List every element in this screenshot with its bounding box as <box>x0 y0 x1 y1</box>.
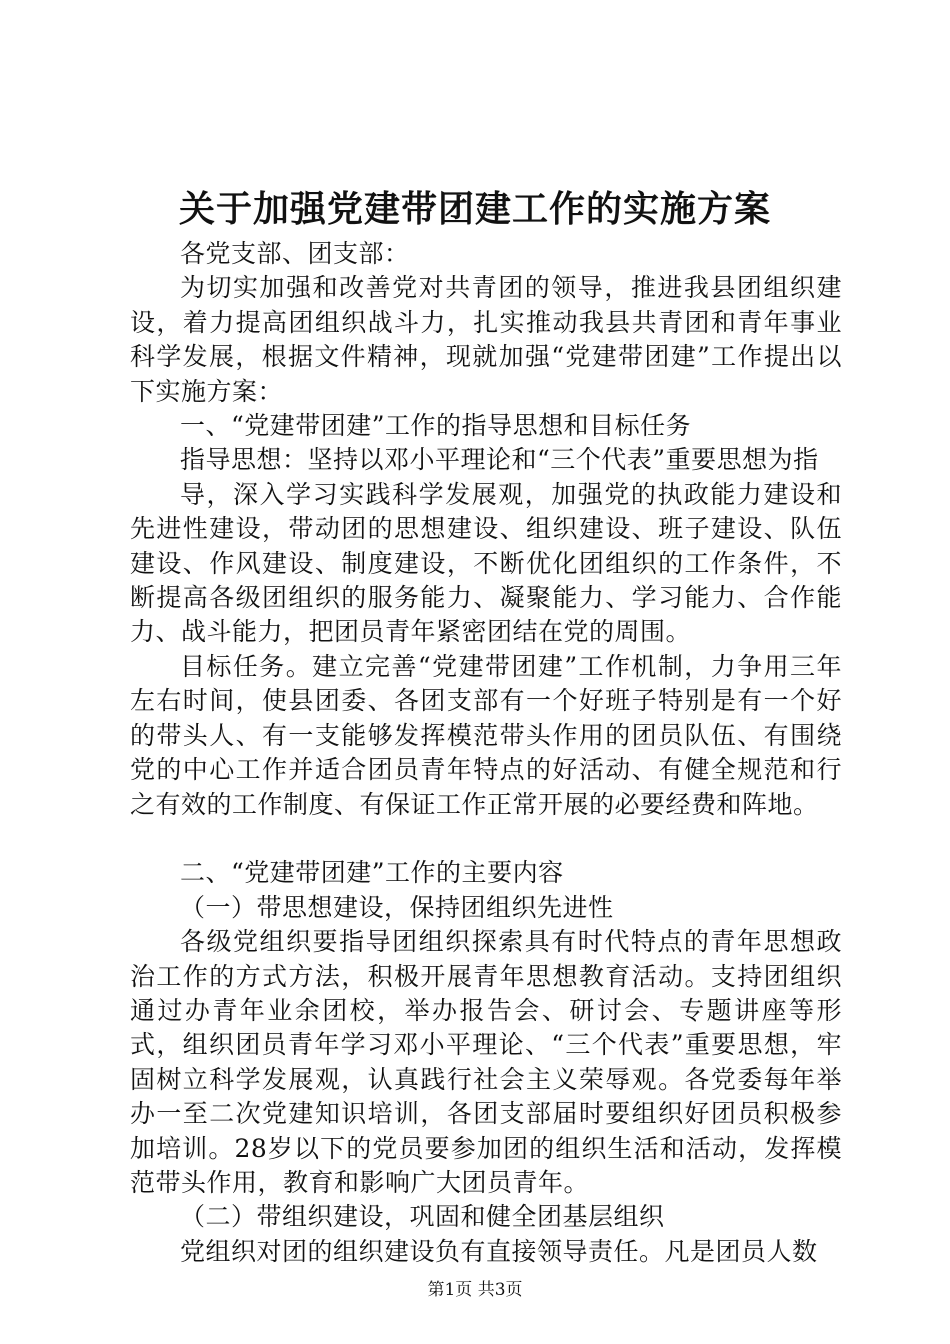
section-heading-2: 二、“党建带团建”工作的主要内容 <box>180 858 564 888</box>
document-body <box>130 237 842 1269</box>
paragraph-salutation: 各党支部、团支部： <box>180 239 410 268</box>
document-title: 关于加强党建带团建工作的实施方案 <box>178 188 771 230</box>
paragraph-guiding-thought: 指导思想：坚持以邓小平理论和“三个代表”重要思想为指 <box>180 445 819 475</box>
paragraph-goals: 目标任务。建立完善“党建带团建”工作机制，力争用三年左右时间，使县团委、各团支部有一个好班子特别是有一个好的带头人、有一支能够发挥模范带头作用的团员队伍、有围绕党的中心工作并适合团员青年特点的好活动、有健全规范和行之有效的工作制度、有保证工作正常开展的必要经费和阵地。 <box>130 651 842 819</box>
paragraph-organization: 党组织对团的组织建设负有直接领导责任。凡是团员人数 <box>180 1236 818 1266</box>
paragraph-intro: 为切实加强和改善党对共青团的领导，推进我县团组织建设，着力提高团组织战斗力，扎实推动我县共青团和青年事业科学发展，根据文件精神，现就加强“党建带团建”工作提出以下实施方案： <box>130 273 842 406</box>
page-footer: 第1页 共3页 <box>427 1280 523 1300</box>
paragraph-guiding-thought-cont: 导，深入学习实践科学发展观，加强党的执政能力建设和先进性建设，带动团的思想建设、组织建设、班子建设、队伍建设、作风建设、制度建设，不断优化团组织的工作条件，不断提高各级团组织的服务能力、凝聚能力、学习能力、合作能力、战斗能力，把团员青年紧密团结在党的周围。 <box>130 479 842 647</box>
paragraph-ideology: 各级党组织要指导团组织探索具有时代特点的青年思想政治工作的方式方法，积极开展青年思想教育活动。支持团组织通过办青年业余团校，举办报告会、研讨会、专题讲座等形式，组织团员青年学习邓小平理论、“三个代表”重要思想，牢固树立科学发展观，认真践行社会主义荣辱观。各党委每年举办一至二次党建知识培训，各团支部届时要组织好团员积极参加培训。28岁以下的党员要参加团的组织生活和活动，发挥模范带头作用，教育和影响广大团员青年。 <box>130 927 842 1197</box>
paragraph-spacer <box>130 822 842 856</box>
section-heading-1: 一、“党建带团建”工作的指导思想和目标任务 <box>180 411 692 441</box>
subsection-heading-2: （二）带组织建设，巩固和健全团基层组织 <box>180 1202 665 1232</box>
subsection-heading-1: （一）带思想建设，保持团组织先进性 <box>180 892 614 922</box>
